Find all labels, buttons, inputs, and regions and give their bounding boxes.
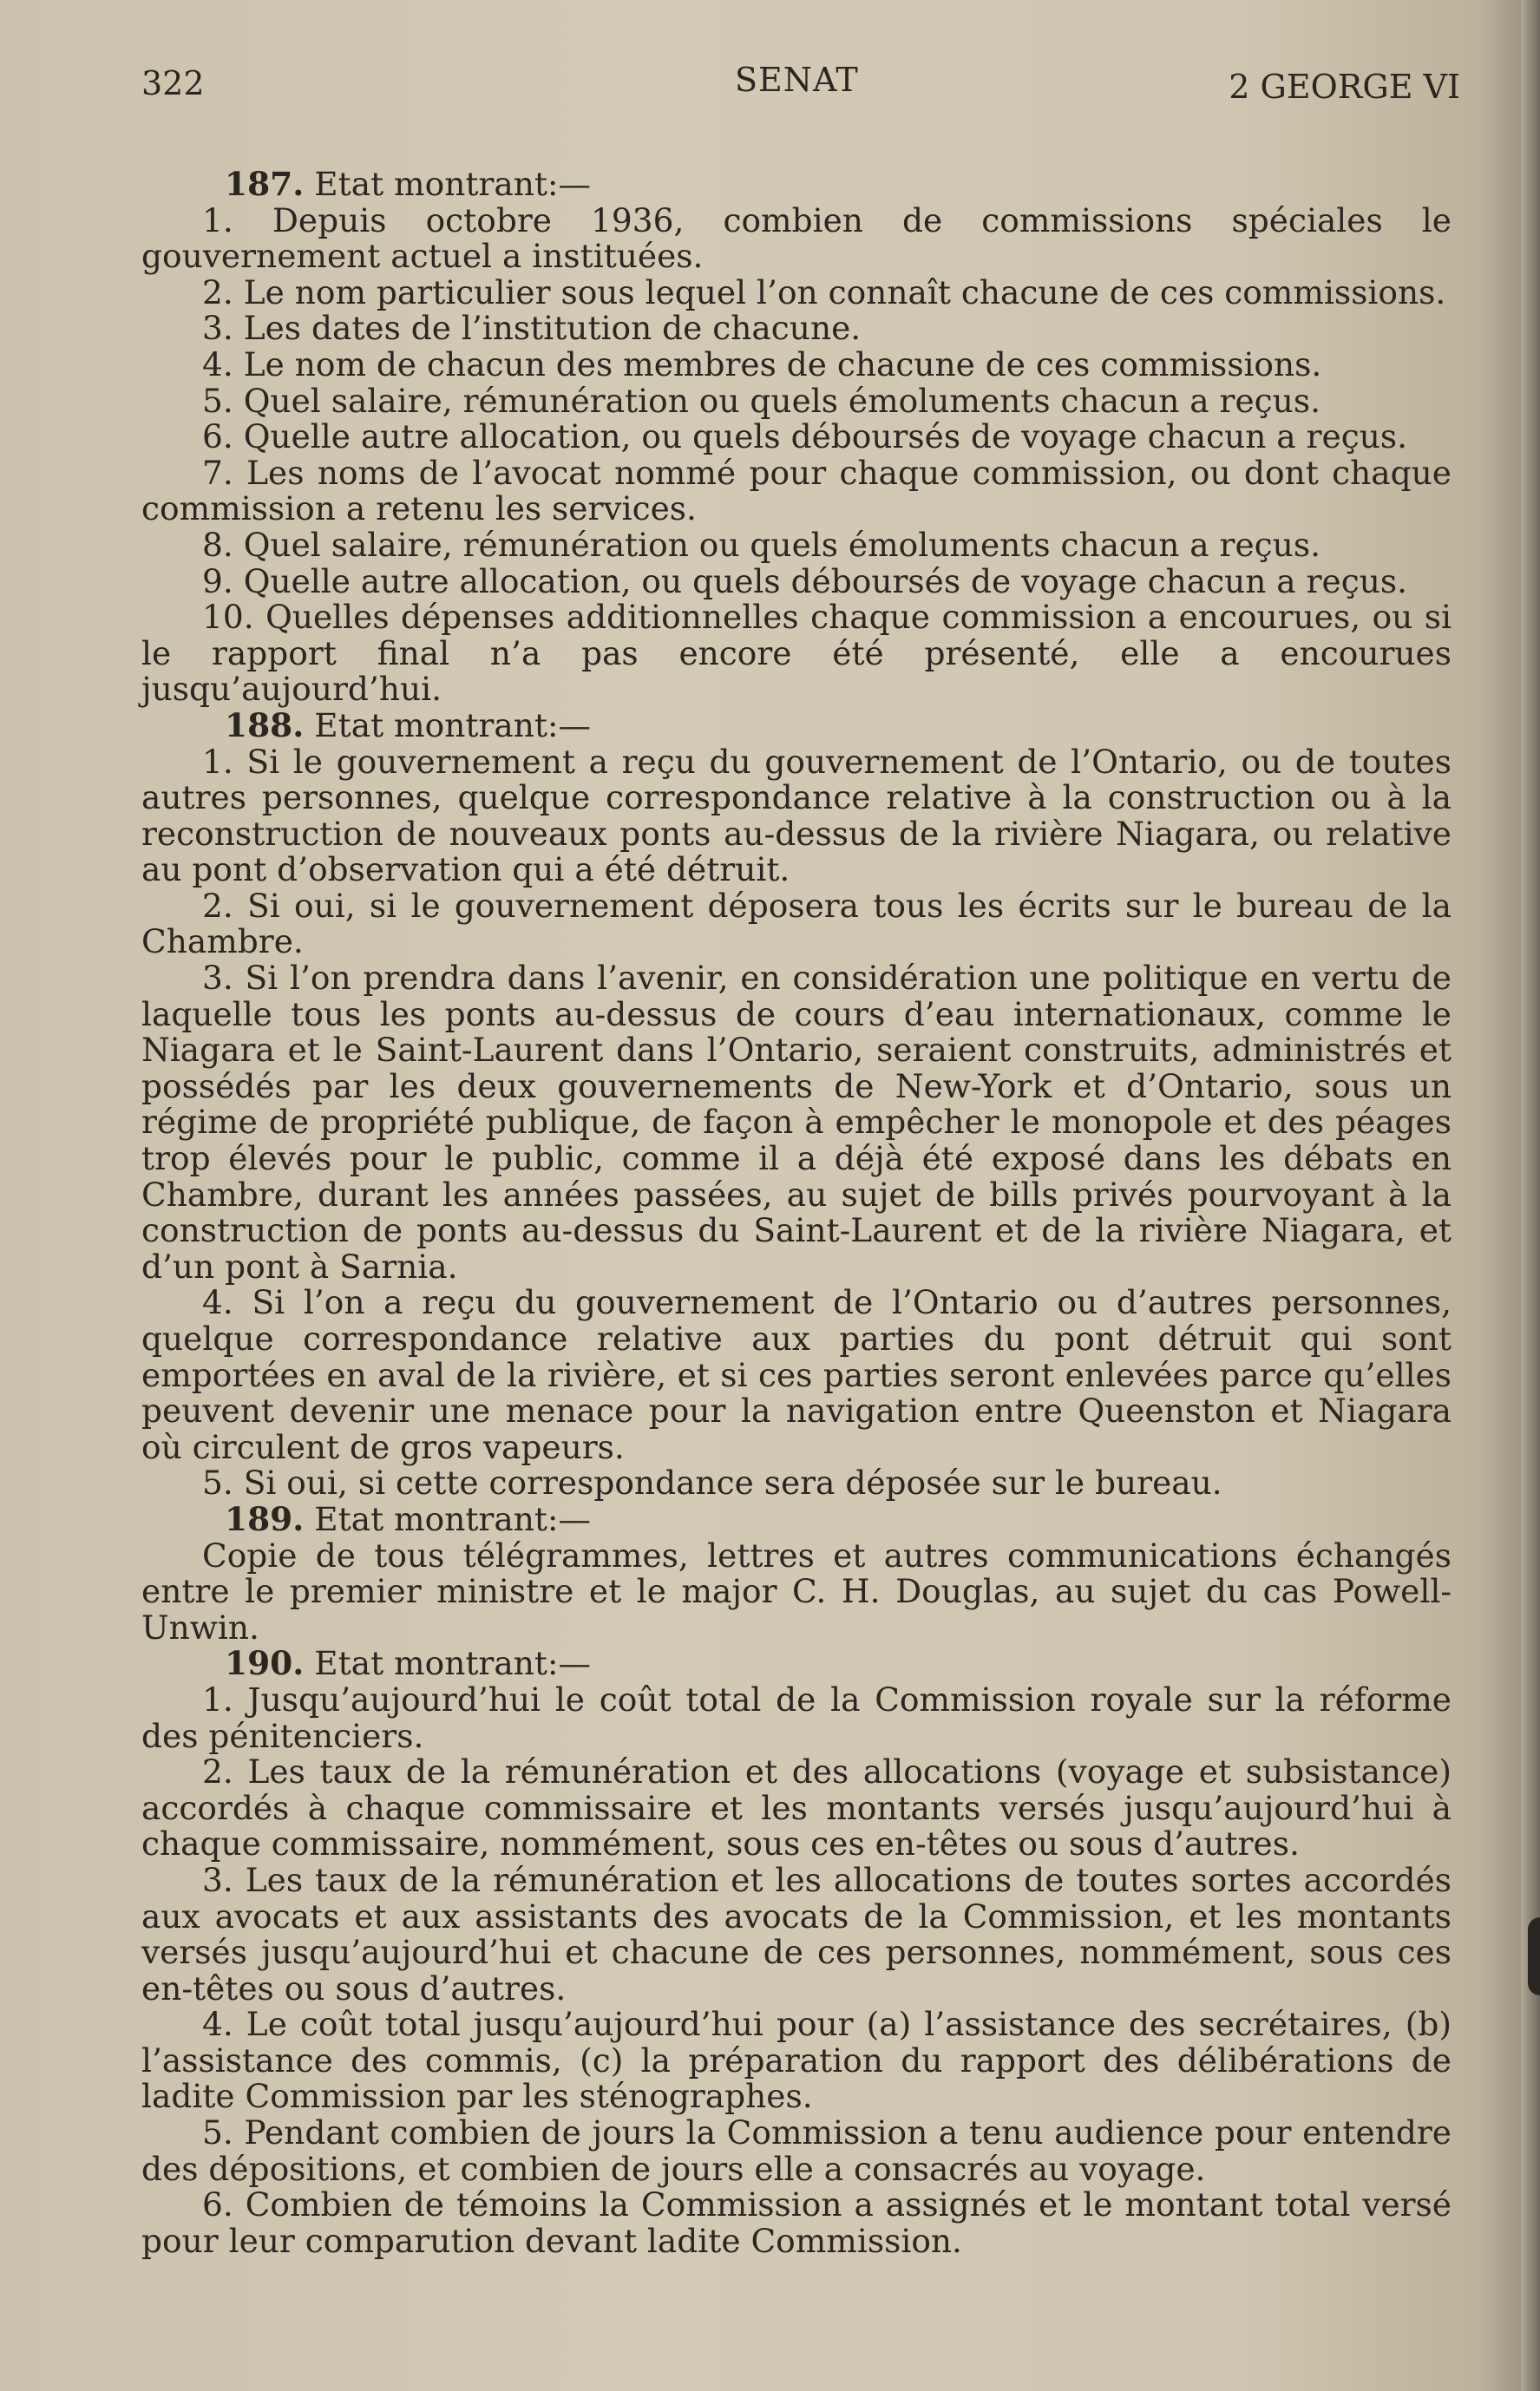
- list-item: 9. Quelle autre allocation, ou quels déboursés de voyage chacun a reçus.: [202, 561, 1408, 600]
- list-item: 8. Quel salaire, rémunération ou quels émoluments chacun a reçus.: [202, 525, 1320, 564]
- question-heading: [141, 1499, 1452, 1538]
- list-item: 6. Combien de témoins la Commission a assignés et le montant total versé pour leur comparution devant ladite Commission.: [141, 2185, 1452, 2260]
- page-edge-shadow: [1521, 0, 1540, 2391]
- page-number: 322: [141, 64, 205, 102]
- list-item: 5. Quel salaire, rémunération ou quels émoluments chacun a reçus.: [202, 381, 1320, 420]
- question-heading-text: Etat montrant:—: [314, 1644, 592, 1683]
- list-item: 2. Le nom particulier sous lequel l’on connaît chacune de ces commissions.: [202, 272, 1446, 311]
- list-item: 4. Si l’on a reçu du gouvernement de l’Ontario ou d’autres personnes, quelque correspondance relative aux parties du pont détruit qui sont emportées en aval de la rivière, et si ces parties seront enlevées parce qu’elles peuvent devenir une menace pour la navigation entre Queenston et Niagara où circulent de gros vapeurs.: [141, 1283, 1452, 1466]
- list-item: 3. Si l’on prendra dans l’avenir, en considération une politique en vertu de laquelle tous les ponts au-dessus de cours d’eau internationaux, comme le Niagara et le Saint-Laurent dans l’Ontario, seraient construits, administrés et possédés par les deux gouvernements de New-York et d’Ontario, sous un régime de propriété publique, de façon à empêcher le monopole et des péages trop élevés pour le public, comme il a déjà été exposé dans les débats en Chambre, durant les années passées, au sujet de bills privés pourvoyant à la construction de ponts au-dessus du Saint-Laurent et de la rivière Niagara, et d’un pont à Sarnia.: [141, 959, 1452, 1286]
- list-item: 10. Quelles dépenses additionnelles chaque commission a encourues, ou si le rapport final n’a pas encore été présenté, elle a encourues jusqu’aujourd’hui.: [141, 598, 1452, 709]
- header-title: SENAT: [735, 61, 859, 99]
- header-reign: 2 GEORGE VI: [1229, 68, 1460, 106]
- question-heading-text: Etat montrant:—: [314, 165, 592, 203]
- list-item: 1. Si le gouvernement a reçu du gouvernement de l’Ontario, ou de toutes autres personnes, quelque correspondance relative à la construction ou à la reconstruction de nouveaux ponts au-dessus de la rivière Niagara, ou relative au pont d’observation qui a été détruit.: [141, 742, 1452, 889]
- list-item: 6. Quelle autre allocation, ou quels déboursés de voyage chacun a reçus.: [202, 417, 1408, 456]
- question-number: 189.: [225, 1499, 305, 1538]
- question-heading-text: Etat montrant:—: [314, 705, 592, 744]
- list-item: 4. Le coût total jusqu’aujourd’hui pour (a) l’assistance des secrétaires, (b) l’assistance des commis, (c) la préparation du rapport des délibérations de ladite Commission par les sténographes.: [141, 2005, 1452, 2116]
- list-item: 2. Si oui, si le gouvernement déposera tous les écrits sur le bureau de la Chambre.: [141, 886, 1452, 961]
- question-heading: [141, 705, 1452, 744]
- question-heading: [141, 167, 1452, 203]
- list-item: 1. Jusqu’aujourd’hui le coût total de la Commission royale sur la réforme des pénitenciers.: [141, 1680, 1452, 1755]
- list-item: 2. Les taux de la rémunération et des allocations (voyage et subsistance) accordés à chaque commissaire et les montants versés jusqu’aujourd’hui à chaque commissaire, nommément, sous ces en-têtes ou sous d’autres.: [141, 1752, 1452, 1864]
- list-item: 5. Pendant combien de jours la Commission a tenu audience pour entendre des dépositions, et combien de jours elle a consacrés au voyage.: [141, 2113, 1452, 2188]
- question-heading: [141, 1646, 1452, 1682]
- list-item: 5. Si oui, si cette correspondance sera déposée sur le bureau.: [202, 1464, 1222, 1503]
- question-number: 187.: [225, 165, 305, 203]
- list-item: 7. Les noms de l’avocat nommé pour chaque commission, ou dont chaque commission a retenu les services.: [141, 453, 1452, 528]
- document-body: [141, 167, 1452, 2259]
- question-number: 190.: [225, 1644, 305, 1683]
- question-heading-text: Etat montrant:—: [314, 1499, 592, 1538]
- question-number: 188.: [225, 705, 305, 744]
- list-item: 3. Les taux de la rémunération et les allocations de toutes sortes accordés aux avocats et aux assistants des avocats de la Commission, et les montants versés jusqu’aujourd’hui et chacune de ces personnes, nommément, sous ces en-têtes ou sous d’autres.: [141, 1860, 1452, 2008]
- list-item: 1. Depuis octobre 1936, combien de commissions spéciales le gouvernement actuel a instituées.: [141, 200, 1452, 276]
- list-item: Copie de tous télégrammes, lettres et autres communications échangés entre le premier ministre et le major C. H. Douglas, au sujet du cas Powell-Unwin.: [141, 1536, 1452, 1647]
- list-item: 3. Les dates de l’institution de chacune.: [202, 309, 862, 348]
- running-header: [141, 59, 1460, 111]
- binding-mark: [1528, 1917, 1540, 1995]
- list-item: 4. Le nom de chacun des membres de chacune de ces commissions.: [202, 344, 1322, 383]
